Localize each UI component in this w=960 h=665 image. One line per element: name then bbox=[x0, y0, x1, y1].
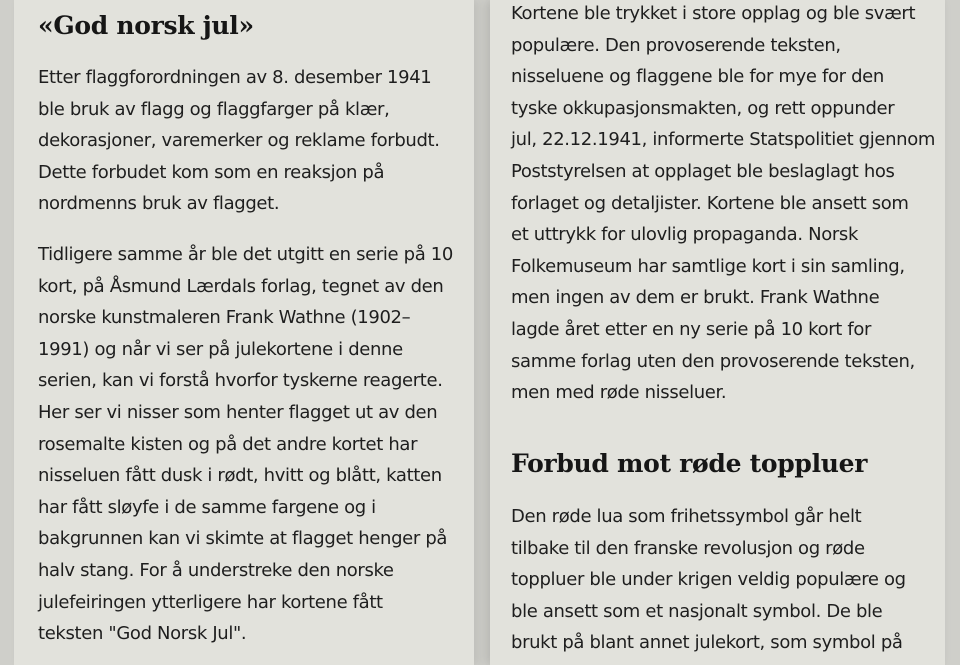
paragraph-red-hats bbox=[511, 501, 906, 659]
text-line: bakgrunnen kan vi skimte at flagget henger på bbox=[38, 528, 448, 550]
text-line: nisseluene og flaggene ble for mye for den bbox=[511, 66, 884, 88]
text-line: rosemalte kisten og på det andre kortet har bbox=[38, 433, 418, 455]
text-line: dekorasjoner, varemerker og reklame forbudt. bbox=[38, 130, 440, 152]
paragraph-print-run bbox=[511, 0, 935, 409]
paragraph-card-series bbox=[38, 239, 453, 650]
text-line: norske kunstmaleren Frank Wathne (1902– bbox=[38, 307, 411, 329]
text-line: populære. Den provoserende teksten, bbox=[511, 34, 841, 56]
text-line: Dette forbudet kom som en reaksjon på bbox=[38, 161, 385, 183]
text-line: brukt på blant annet julekort, som symbol på bbox=[511, 632, 903, 654]
right-page bbox=[490, 0, 945, 665]
paragraph-flag-ordinance bbox=[38, 62, 440, 220]
text-line: teksten "God Norsk Jul". bbox=[38, 623, 247, 645]
text-line: halv stang. For å understreke den norske bbox=[38, 559, 394, 581]
text-line: Etter flaggforordningen av 8. desember 1941 bbox=[38, 67, 432, 88]
text-line: men ingen av dem er brukt. Frank Wathne bbox=[511, 287, 880, 309]
text-line: jul, 22.12.1941, informerte Statspolitiet gjennom bbox=[511, 129, 936, 151]
text-line: ble bruk av flagg og flaggfarger på klær, bbox=[38, 98, 390, 120]
text-line: et uttrykk for ulovlig propaganda. Norsk bbox=[511, 224, 859, 246]
text-line: serien, kan vi forstå hvorfor tyskerne reagerte. bbox=[38, 370, 443, 392]
text-line: nordmenns bruk av flagget. bbox=[38, 193, 280, 215]
text-line: Kortene ble trykket i store opplag og ble svært bbox=[511, 3, 916, 24]
left-page bbox=[14, 0, 474, 665]
text-line: Poststyrelsen at opplaget ble beslaglagt hos bbox=[511, 160, 895, 182]
text-line: samme forlag uten den provoserende teksten, bbox=[511, 350, 915, 372]
text-line: Folkemuseum har samtlige kort i sin samling, bbox=[511, 255, 905, 277]
article-heading: «God norsk jul» bbox=[38, 11, 254, 40]
text-line: Den røde lua som frihetssymbol går helt bbox=[511, 506, 862, 527]
text-line: Tidligere samme år ble det utgitt en serie på 10 bbox=[38, 244, 453, 265]
text-line: toppluer ble under krigen veldig populære og bbox=[511, 569, 906, 591]
text-line: forlaget og detaljister. Kortene ble ansett som bbox=[511, 192, 909, 214]
text-line: har fått sløyfe i de samme fargene og i bbox=[38, 496, 376, 518]
text-line: tyske okkupasjonsmakten, og rett oppunder bbox=[511, 97, 895, 119]
text-line: julefeiringen ytterligere har kortene fått bbox=[38, 591, 383, 613]
text-line: nisseluen fått dusk i rødt, hvitt og blått, katten bbox=[38, 465, 442, 487]
text-line: ble ansett som et nasjonalt symbol. De ble bbox=[511, 600, 883, 622]
section-heading: Forbud mot røde toppluer bbox=[511, 449, 868, 478]
text-line: Her ser vi nisser som henter flagget ut av den bbox=[38, 401, 438, 423]
text-line: men med røde nisseluer. bbox=[511, 382, 727, 404]
text-line: tilbake til den franske revolusjon og røde bbox=[511, 537, 865, 559]
text-line: 1991) og når vi ser på julekortene i denne bbox=[38, 338, 403, 360]
text-line: kort, på Åsmund Lærdals forlag, tegnet av den bbox=[38, 275, 444, 297]
text-line: lagde året etter en ny serie på 10 kort for bbox=[511, 318, 872, 340]
